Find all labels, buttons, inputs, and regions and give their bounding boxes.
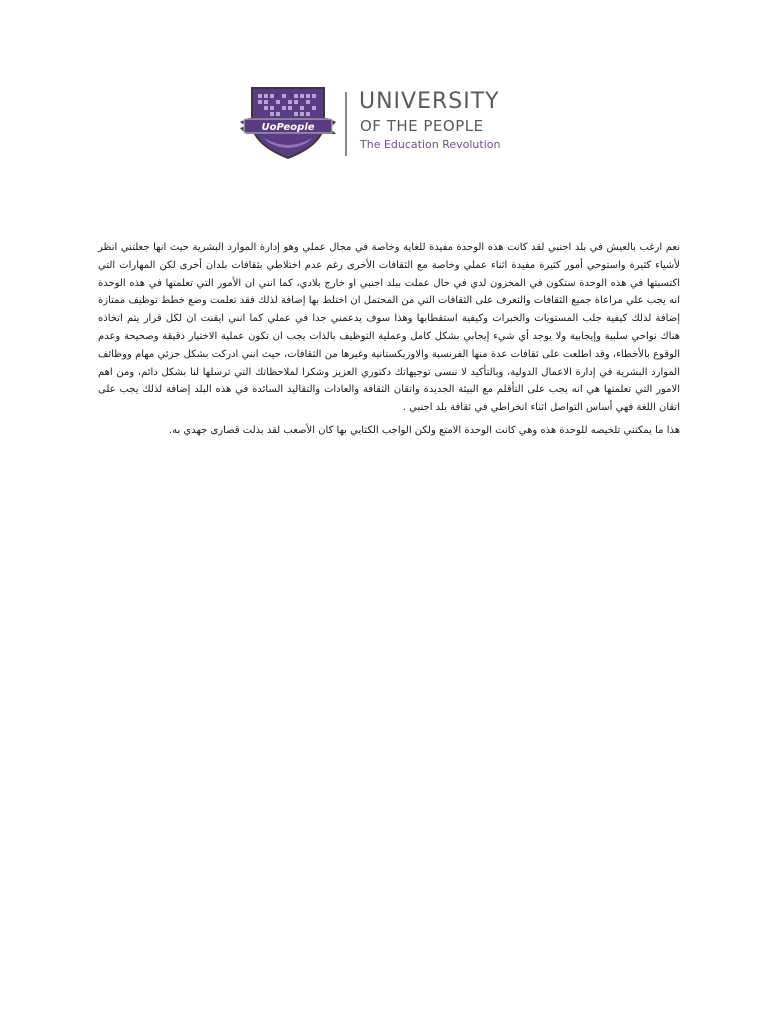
crest-label: UoPeople [261, 122, 315, 133]
paragraph-summary: هذا ما يمكنني تلخيصه للوحدة هذه وهي كانت الوحدة الامتع ولكن الواجب الكتابي بها كان الأصعب لقد بذلت قصارى جهدي به. [168, 424, 680, 436]
university-logo [238, 86, 538, 162]
logo-title-of-the-people: OF THE PEOPLE [360, 117, 484, 135]
paragraph-main: نعم ارغب بالعيش في بلد اجنبي لقد كانت هذه الوحدة مفيدة للغاية وخاصة في مجال عملي وهو إدارة الموارد البشرية حيث انها جعلتني انظر لأشياء كثيرة واستوحي أمور كثيرة مفيدة اثناء عملي وخاصة مع الثقافات الأخرى رغم عدم اختلاطي بثقافات بلدان أخرى لكن المهارات التي اكتسبتها في هذه الوحدة ستكون في المخزون لدي في حال عملت ببلد اجنبي او خارج بلادي، كما انني ان الأمور التي تعلمتها في هذه الوحدة انه يجب علي مراعاة جميع الثقافات والتعرف على الثقافات التي من المحتمل ان اختلط بها إضافة لذلك فقد تعلمت وضع خطط توظيف ممتازة إضافة لذلك كيفية جلب المستويات والخبرات وكيفية استقطابها وهذا سوف يدعمني جدا في عملي كما انني ايقنت ان لكل قرار يتم اتخاذه هناك نواحي سلبية وإيجابية ولا يوجد أي شيء إيجابي بشكل كامل وعملية التوظيف بالذات يجب ان تكون عملية الاختيار دقيقة وصحيحة وعدم الوقوع بالأخطاء، وقد اطلعت على ثقافات عدة منها الفرنسية والاوزبكستانية وغيرها من الثقافات، حيث انني ادركت بشكل جزئي مهام ووظائف الموارد البشرية في إدارة الاعمال الدولية، وبالتأكيد لا ننسى توجيهاتك دكتوري العزيز وشكرا لملاحظاتك التي ترسلها لنا بشكل دائم، ومن اهم الامور التي تعلمتها هي انه يجب على التأقلم مع البيئة الجديدة واتقان الثقافة والعادات والتقاليد السائدة في هذه البلد إضافة لذلك يجب على اتقان اللغة فهي أساس التواصل اثناء انخراطي في ثقافة بلد اجنبي . [98, 242, 680, 414]
logo-title-university: UNIVERSITY [359, 89, 500, 114]
logo-divider [345, 92, 347, 156]
logo-tagline: The Education Revolution [360, 138, 501, 151]
document-body [98, 239, 680, 440]
shield-crest-icon [238, 86, 338, 162]
